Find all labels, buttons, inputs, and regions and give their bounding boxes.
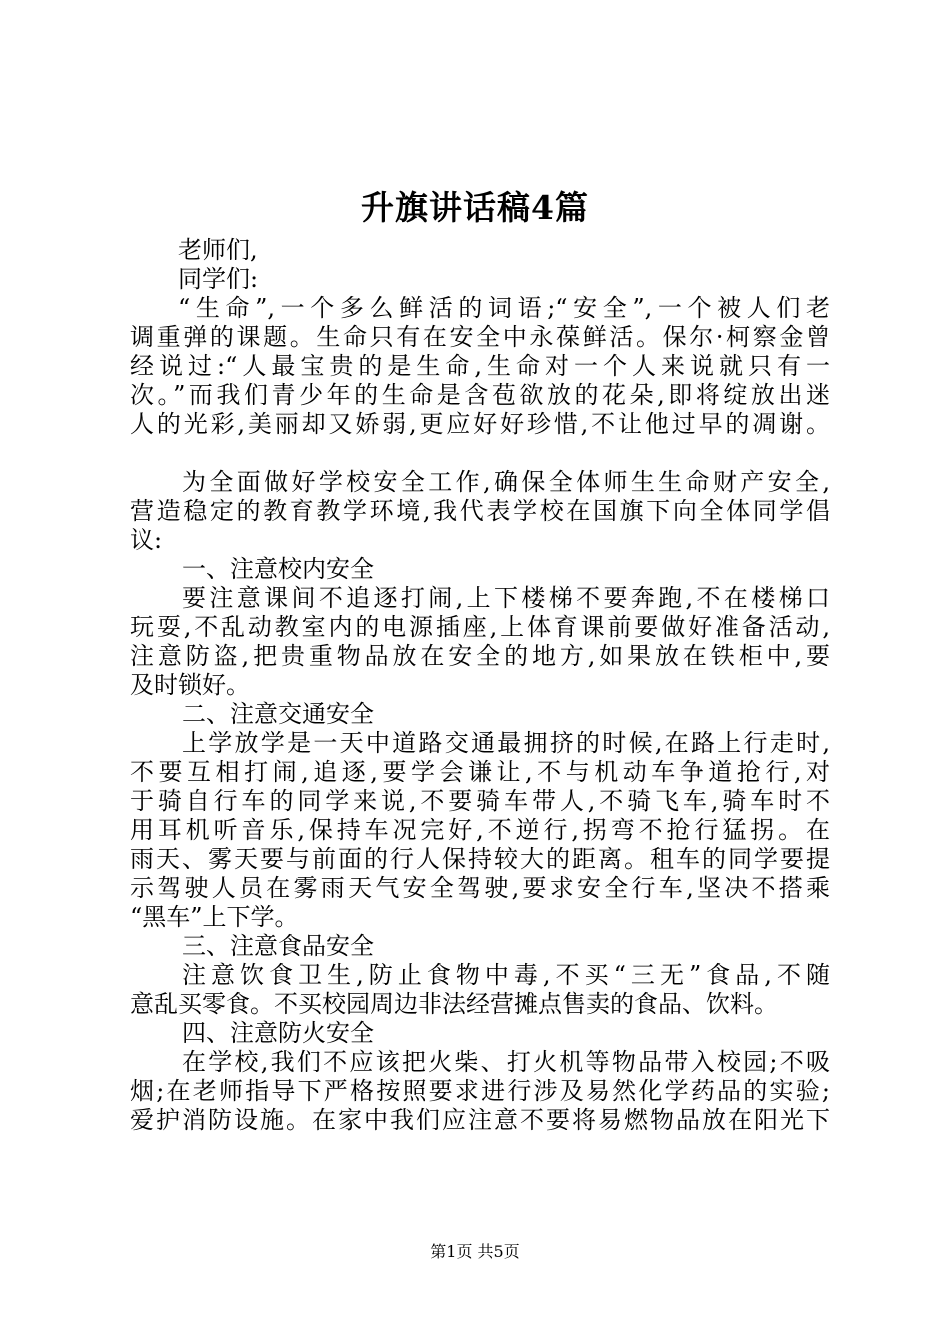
paragraph-line: 意乱买零食。不买校园周边非法经营摊点售卖的食品、饮料。: [130, 990, 778, 1018]
document-title: 升旗讲话稿4篇: [361, 188, 589, 227]
paragraph-line: “黑车”上下学。: [130, 903, 299, 931]
paragraph-line: 及时锁好。: [130, 671, 250, 699]
paragraph-line: 于骑自行车的同学来说,不要骑车带人,不骑飞车,骑车时不: [130, 787, 830, 815]
paragraph-line: 玩耍,不乱动教室内的电源插座,上体育课前要做好准备活动,: [130, 613, 830, 641]
paragraph-line: 议:: [130, 526, 163, 554]
paragraph-line: 调重弹的课题。生命只有在安全中永葆鲜活。保尔·柯察金曾: [130, 323, 830, 351]
paragraph-line: 雨天、雾天要与前面的行人保持较大的距离。租车的同学要提: [130, 845, 830, 873]
paragraph-line: “生命”,一个多么鲜活的词语;“安全”,一个被人们老: [178, 294, 830, 322]
paragraph-line: 不要互相打闹,追逐,要学会谦让,不与机动车争道抢行,对: [130, 758, 830, 786]
paragraph-line: 营造稳定的教育教学环境,我代表学校在国旗下向全体同学倡: [130, 497, 830, 525]
paragraph-gap: [130, 439, 830, 468]
paragraph-line: 次。”而我们青少年的生命是含苞欲放的花朵,即将绽放出迷: [130, 381, 830, 409]
paragraph-line: 注意防盗,把贵重物品放在安全的地方,如果放在铁柜中,要: [130, 642, 830, 670]
section-heading: 二、注意交通安全: [182, 700, 374, 728]
section-heading: 四、注意防火安全: [182, 1019, 374, 1047]
paragraph-line: 示驾驶人员在雾雨天气安全驾驶,要求安全行车,坚决不搭乘: [130, 874, 830, 902]
paragraph-line: 爱护消防设施。在家中我们应注意不要将易燃物品放在阳光下: [130, 1106, 830, 1134]
paragraph-line: 烟;在老师指导下严格按照要求进行涉及易然化学药品的实验;: [130, 1077, 830, 1105]
salutation-line: 同学们:: [178, 265, 259, 293]
paragraph-line: 为全面做好学校安全工作,确保全体师生生命财产安全,: [182, 468, 830, 496]
section-heading: 三、注意食品安全: [182, 932, 374, 960]
paragraph-line: 在学校,我们不应该把火柴、打火机等物品带入校园;不吸: [182, 1048, 830, 1076]
paragraph-line: 经说过:“人最宝贵的是生命,生命对一个人来说就只有一: [130, 352, 830, 380]
paragraph-line: 要注意课间不追逐打闹,上下楼梯不要奔跑,不在楼梯口: [182, 584, 830, 612]
paragraph-line: 上学放学是一天中道路交通最拥挤的时候,在路上行走时,: [182, 729, 830, 757]
paragraph-line: 注意饮食卫生,防止食物中毒,不买“三无”食品,不随: [182, 961, 830, 989]
salutation-line: 老师们,: [178, 236, 258, 264]
section-heading: 一、注意校内安全: [182, 555, 374, 583]
page-footer: 第1页 共5页: [430, 1242, 520, 1261]
paragraph-line: 用耳机听音乐,保持车况完好,不逆行,拐弯不抢行猛拐。在: [130, 816, 830, 844]
paragraph-line: 人的光彩,美丽却又娇弱,更应好好珍惜,不让他过早的凋谢。: [130, 410, 830, 438]
document-body: [130, 236, 830, 1135]
